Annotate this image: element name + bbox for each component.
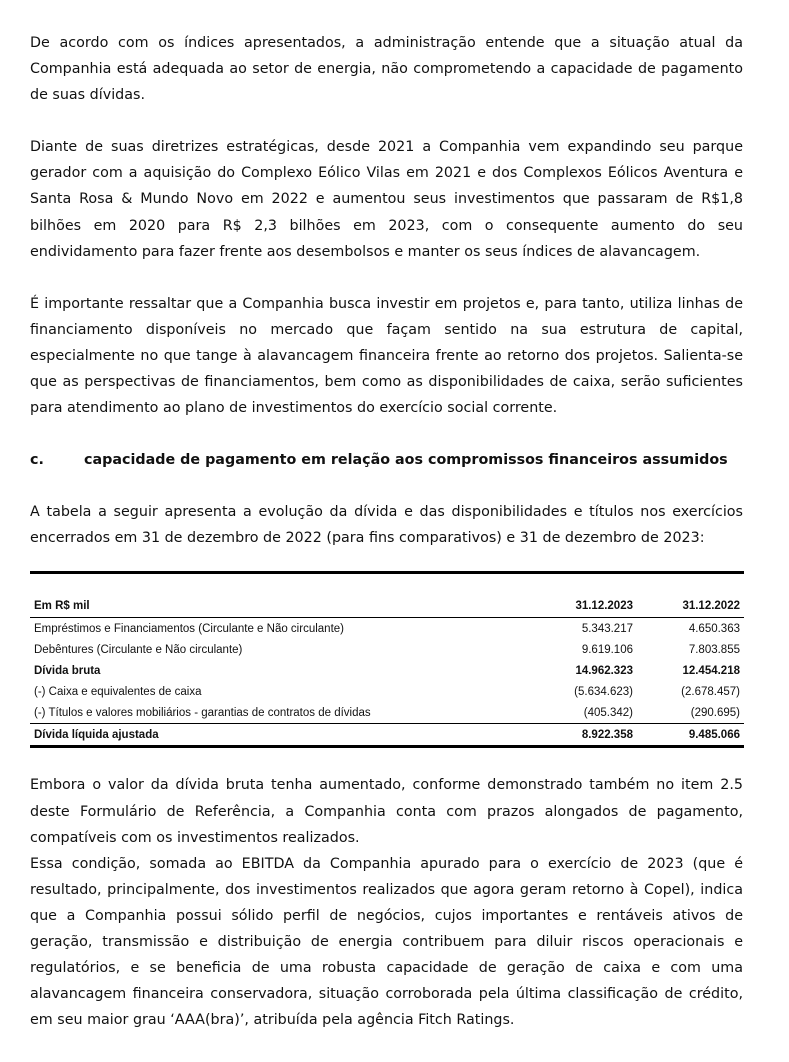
- row-label: Debêntures (Circulante e Não circulante): [34, 643, 243, 656]
- table-header-row: [30, 595, 744, 618]
- section-title: capacidade de pagamento em relação aos compromissos financeiros assumidos: [84, 452, 728, 469]
- paragraph-table-intro: A tabela a seguir apresenta a evolução da dívida e das disponibilidades e títulos nos exercícios encerrados em 31 de dezembro de 2022 (para fins comparativos) e 31 de dezembro de 2023:: [30, 504, 743, 547]
- row-value-2022: (290.695): [690, 706, 740, 719]
- debt-table: [30, 571, 744, 748]
- row-value-2023: 5.343.217: [581, 622, 633, 635]
- header-label: Em R$ mil: [30, 595, 530, 618]
- closing-text: [30, 772, 743, 1033]
- row-label: Dívida bruta: [34, 664, 101, 677]
- table-row: [30, 618, 744, 640]
- table-top-rule: [30, 573, 744, 596]
- section-heading: [30, 447, 743, 473]
- row-value-2022: 4.650.363: [688, 622, 740, 635]
- header-col-2022: 31.12.2022: [637, 595, 744, 618]
- row-value-2022: 12.454.218: [682, 664, 740, 677]
- row-value-2023: 8.922.358: [530, 724, 637, 747]
- row-value-2023: (405.342): [583, 706, 633, 719]
- header-col-2023: 31.12.2023: [530, 595, 637, 618]
- table-row-net-debt: [30, 724, 744, 747]
- paragraph-strategy: Diante de suas diretrizes estratégicas, desde 2021 a Companhia vem expandindo seu parque gerador com a aquisição do Complexo Eólico Vilas em 2021 e dos Complexos Eólicos Aventura e Santa Rosa & Mundo Novo em 2022 e aumentou seus investimentos que passaram de R$1,8 bilhões em 2020 para R$ 2,3 bilhões em 2023, com o consequente aumento do seu endividamento para fazer frente aos desembolsos e manter os seus índices de alavancagem.: [30, 139, 743, 260]
- table-row: [30, 702, 744, 724]
- row-value-2022: 7.803.855: [688, 643, 740, 656]
- debt-table-wrapper: [30, 571, 743, 748]
- table-row: [30, 681, 744, 702]
- row-label: Empréstimos e Financiamentos (Circulante e Não circulante): [34, 622, 344, 635]
- row-value-2022: (2.678.457): [681, 685, 740, 698]
- row-label: Dívida líquida ajustada: [30, 724, 530, 747]
- row-value-2023: 14.962.323: [575, 664, 633, 677]
- section-number: c.: [30, 452, 44, 469]
- paragraph-assessment: De acordo com os índices apresentados, a administração entende que a situação atual da Companhia está adequada ao setor de energia, não comprometendo a capacidade de pagamento de suas dívidas.: [30, 35, 743, 104]
- table-row: [30, 639, 744, 660]
- paragraph-debt-terms: Embora o valor da dívida bruta tenha aumentado, conforme demonstrado também no item 2.5 deste Formulário de Referência, a Companhia conta com prazos alongados de pagamento, compatíveis com os investimentos realizados.: [30, 777, 743, 846]
- paragraph-ebitda: Essa condição, somada ao EBITDA da Companhia apurado para o exercício de 2023 (que é resultado, principalmente, dos investimentos realizados que agora geram retorno à Copel), indica que a Companhia possui sólido perfil de negócios, cujos importantes e rentáveis ativos de geração, transmissão e distribuição de energia contribuem para diluir riscos operacionais e regulatórios, e se beneficia de uma robusta capacidade de geração de caixa e com uma alavancagem financeira conservadora, situação corroborada pela última classificação de crédito, em seu maior grau ‘AAA(bra)’, atribuída pela agência Fitch Ratings.: [30, 855, 743, 1029]
- row-value-2023: 9.619.106: [581, 643, 633, 656]
- row-label: (-) Títulos e valores mobiliários - garantias de contratos de dívidas: [34, 706, 371, 719]
- paragraph-financing: É importante ressaltar que a Companhia busca investir em projetos e, para tanto, utiliza linhas de financiamento disponíveis no mercado que façam sentido na sua estrutura de capital, especialmente no que tange à alavancagem financeira frente ao retorno dos projetos. Salienta-se que as perspectivas de financiamentos, bem como as disponibilidades de caixa, serão suficientes para atendimento ao plano de investimentos do exercício social corrente.: [30, 295, 743, 417]
- table-row-gross-debt: [30, 660, 744, 681]
- row-label: (-) Caixa e equivalentes de caixa: [34, 685, 202, 698]
- row-value-2022: 9.485.066: [637, 724, 744, 747]
- row-value-2023: (5.634.623): [574, 685, 633, 698]
- document-page: [30, 30, 743, 1033]
